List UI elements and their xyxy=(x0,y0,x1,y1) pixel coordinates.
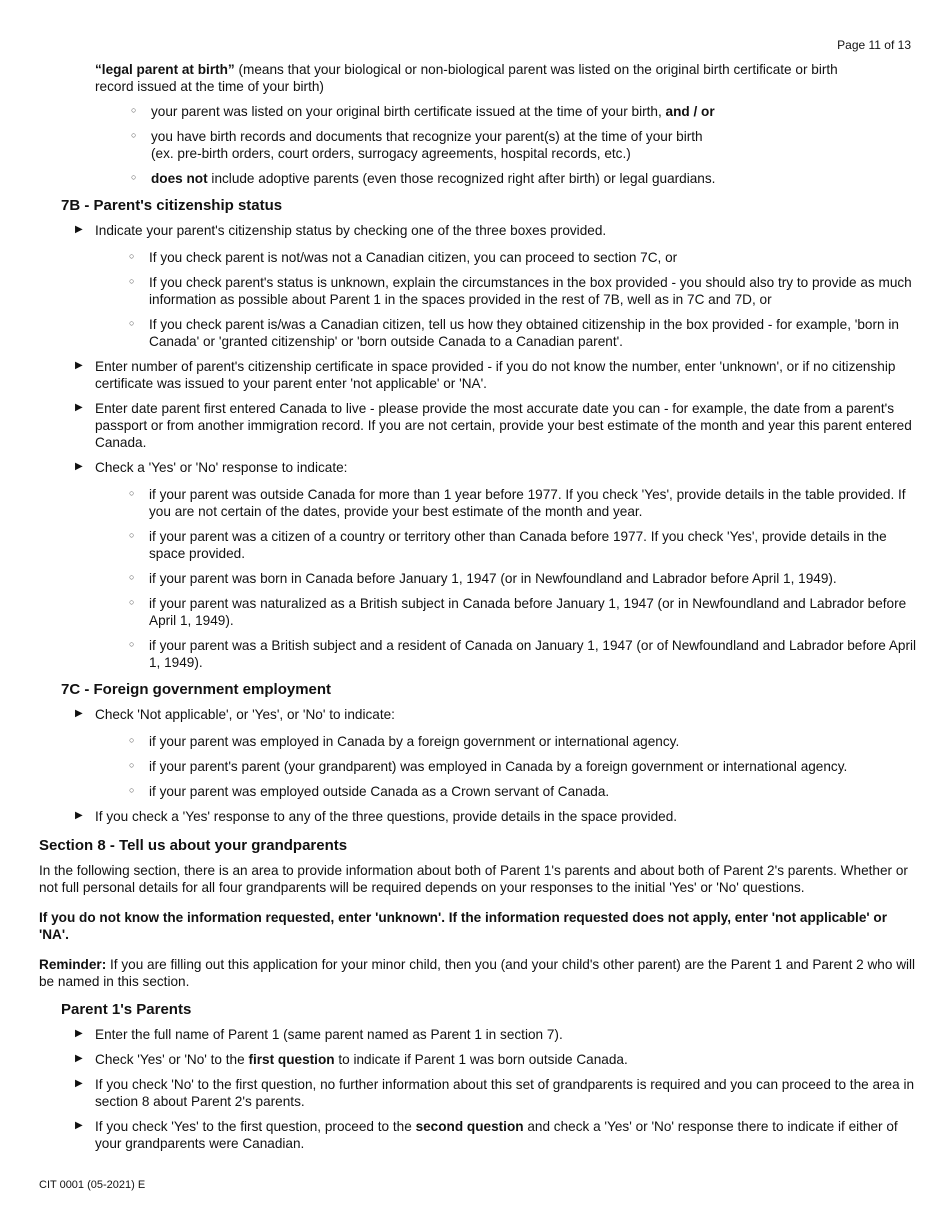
item-text: Check 'Yes' or 'No' to the xyxy=(95,1052,249,1067)
item-text: to indicate if Parent 1 was born outside Canada. xyxy=(334,1052,628,1067)
legal-parent-list xyxy=(131,103,919,187)
triangle-bullet-icon: ▶ xyxy=(75,1028,83,1039)
triangle-bullet-icon: ▶ xyxy=(75,461,83,472)
triangle-bullet-icon: ▶ xyxy=(75,402,83,413)
item-text: Enter date parent first entered Canada to live - please provide the most accurate date you can - for example, the date from a parent's passport or from another immigration record. If you are not certain, provide your best estimate of the month and year this parent entered Canada. xyxy=(95,401,912,450)
sub-list-item: ○ if your parent was a citizen of a country or territory other than Canada before 1977. If you check 'Yes', provide details in the space provided. xyxy=(129,528,919,562)
list-item xyxy=(75,222,919,350)
list-item xyxy=(75,1118,919,1152)
reminder-label: Reminder: xyxy=(39,957,107,972)
sub-list-item: ○ If you check parent's status is unknown, explain the circumstances in the box provided - you should also try to provide as much information as possible about Parent 1 in the spaces provided in the rest of 7B, well as in 7C and 7D, or xyxy=(129,274,919,308)
triangle-bullet-icon: ▶ xyxy=(75,1078,83,1089)
list-item xyxy=(75,706,919,800)
item-text: include adoptive parents (even those recognized right after birth) or legal guardians. xyxy=(207,171,716,186)
item-bold-text: second question xyxy=(415,1119,524,1134)
page-number: Page 11 of 13 xyxy=(837,38,911,52)
section-8-unknown-note: If you do not know the information requested, enter 'unknown'. If the information requested does not apply, enter 'not applicable' or 'NA'. xyxy=(39,910,887,942)
sub-list-item: ○ if your parent's parent (your grandparent) was employed in Canada by a foreign government or international agency. xyxy=(129,758,919,775)
document-body xyxy=(39,61,919,1160)
form-code-footer: CIT 0001 (05-2021) E xyxy=(39,1179,146,1191)
legal-parent-term: “legal parent at birth” xyxy=(95,62,235,77)
reminder-note xyxy=(39,956,919,990)
sub-list xyxy=(129,733,919,800)
list-item xyxy=(131,170,919,187)
list-item xyxy=(131,103,919,120)
parent1-parents-heading: Parent 1's Parents xyxy=(61,1001,192,1018)
sub-list-item: ○ if your parent was outside Canada for more than 1 year before 1977. If you check 'Yes', provide details in the table provided. If you are not certain of the dates, provide your best estimate of the month and year. xyxy=(129,486,919,520)
triangle-bullet-icon: ▶ xyxy=(75,1053,83,1064)
legal-parent-definition xyxy=(95,61,879,95)
list-item xyxy=(75,459,919,671)
item-text: Indicate your parent's citizenship status by checking one of the three boxes provided. xyxy=(95,223,607,238)
triangle-bullet-icon: ▶ xyxy=(75,708,83,719)
item-text: Enter the full name of Parent 1 (same parent named as Parent 1 in section 7). xyxy=(95,1027,563,1042)
item-text: Check a 'Yes' or 'No' response to indicate: xyxy=(95,460,348,475)
item-bold-text: does not xyxy=(151,171,208,186)
triangle-bullet-icon: ▶ xyxy=(75,1120,83,1131)
item-bold-text: and / or xyxy=(665,104,715,119)
item-text: If you check a 'Yes' response to any of the three questions, provide details in the space provided. xyxy=(95,809,678,824)
section-8-intro: In the following section, there is an area to provide information about both of Parent 1's parents and about both of Parent 2's parents. Whether or not full personal details for all four grandparents will be required depends on your responses to the initial 'Yes' or 'No' questions. xyxy=(39,863,908,895)
item-text: Check 'Not applicable', or 'Yes', or 'No' to indicate: xyxy=(95,707,395,722)
sub-list-item: ○ If you check parent is not/was not a Canadian citizen, you can proceed to section 7C, or xyxy=(129,249,919,266)
section-7b-list xyxy=(75,222,919,671)
item-text: your parent was listed on your original birth certificate issued at the time of your birth, xyxy=(151,104,666,119)
item-text: Enter number of parent's citizenship certificate in space provided - if you do not know the number, enter 'unknown', or if no citizenship certificate was issued to your parent enter 'not applicable' or 'NA'. xyxy=(95,359,896,391)
triangle-bullet-icon: ▶ xyxy=(75,810,83,821)
sub-list-item: ○ if your parent was employed in Canada by a foreign government or international agency. xyxy=(129,733,919,750)
legal-parent-text: (means that your biological or non-biological parent was listed on the original birth certificate or birth record issued at the time of your birth) xyxy=(95,62,838,94)
triangle-bullet-icon: ▶ xyxy=(75,360,83,371)
item-text: and check a 'Yes' or 'No' response there to indicate if either of your grandparents were Canadian. xyxy=(95,1119,898,1151)
sub-list xyxy=(129,486,919,671)
list-item xyxy=(75,358,919,392)
item-bold-text: first question xyxy=(248,1052,335,1067)
item-text: If you check 'Yes' to the first question, proceed to the xyxy=(95,1119,416,1134)
list-item xyxy=(75,808,919,825)
list-item xyxy=(131,128,919,162)
triangle-bullet-icon: ▶ xyxy=(75,224,83,235)
sub-list-item: ○ if your parent was a British subject and a resident of Canada on January 1, 1947 (or of Newfoundland and Labrador before April 1, 1949). xyxy=(129,637,919,671)
section-7b-heading: 7B - Parent's citizenship status xyxy=(61,197,283,214)
sub-list-item: ○ if your parent was employed outside Canada as a Crown servant of Canada. xyxy=(129,783,919,800)
list-item xyxy=(75,400,919,451)
item-text: If you check 'No' to the first question, no further information about this set of grandparents is required and you can proceed to the area in section 8 about Parent 2's parents. xyxy=(95,1077,915,1109)
sub-list-item: ○ if your parent was naturalized as a British subject in Canada before January 1, 1947 (or in Newfoundland and Labrador before April 1, 1949). xyxy=(129,595,919,629)
list-item xyxy=(75,1076,919,1110)
sub-list-item: ○ if your parent was born in Canada before January 1, 1947 (or in Newfoundland and Labrador before April 1, 1949). xyxy=(129,570,919,587)
sub-list xyxy=(129,249,919,350)
list-item xyxy=(75,1051,919,1068)
item-text-line2: (ex. pre-birth orders, court orders, surrogacy agreements, hospital records, etc.) xyxy=(151,146,631,161)
section-7c-list xyxy=(75,706,919,825)
parent1-parents-list xyxy=(75,1026,919,1152)
section-8-heading: Section 8 - Tell us about your grandparents xyxy=(39,837,348,854)
list-item xyxy=(75,1026,919,1043)
item-text: you have birth records and documents that recognize your parent(s) at the time of your birth xyxy=(151,129,703,144)
reminder-text: If you are filling out this application for your minor child, then you (and your child's other parent) are the Parent 1 and Parent 2 who will be named in this section. xyxy=(39,957,916,989)
section-7c-heading: 7C - Foreign government employment xyxy=(61,681,332,698)
sub-list-item: ○ If you check parent is/was a Canadian citizen, tell us how they obtained citizenship in the box provided - for example, 'born in Canada' or 'granted citizenship' or 'born outside Canada to a Canadian parent'. xyxy=(129,316,919,350)
